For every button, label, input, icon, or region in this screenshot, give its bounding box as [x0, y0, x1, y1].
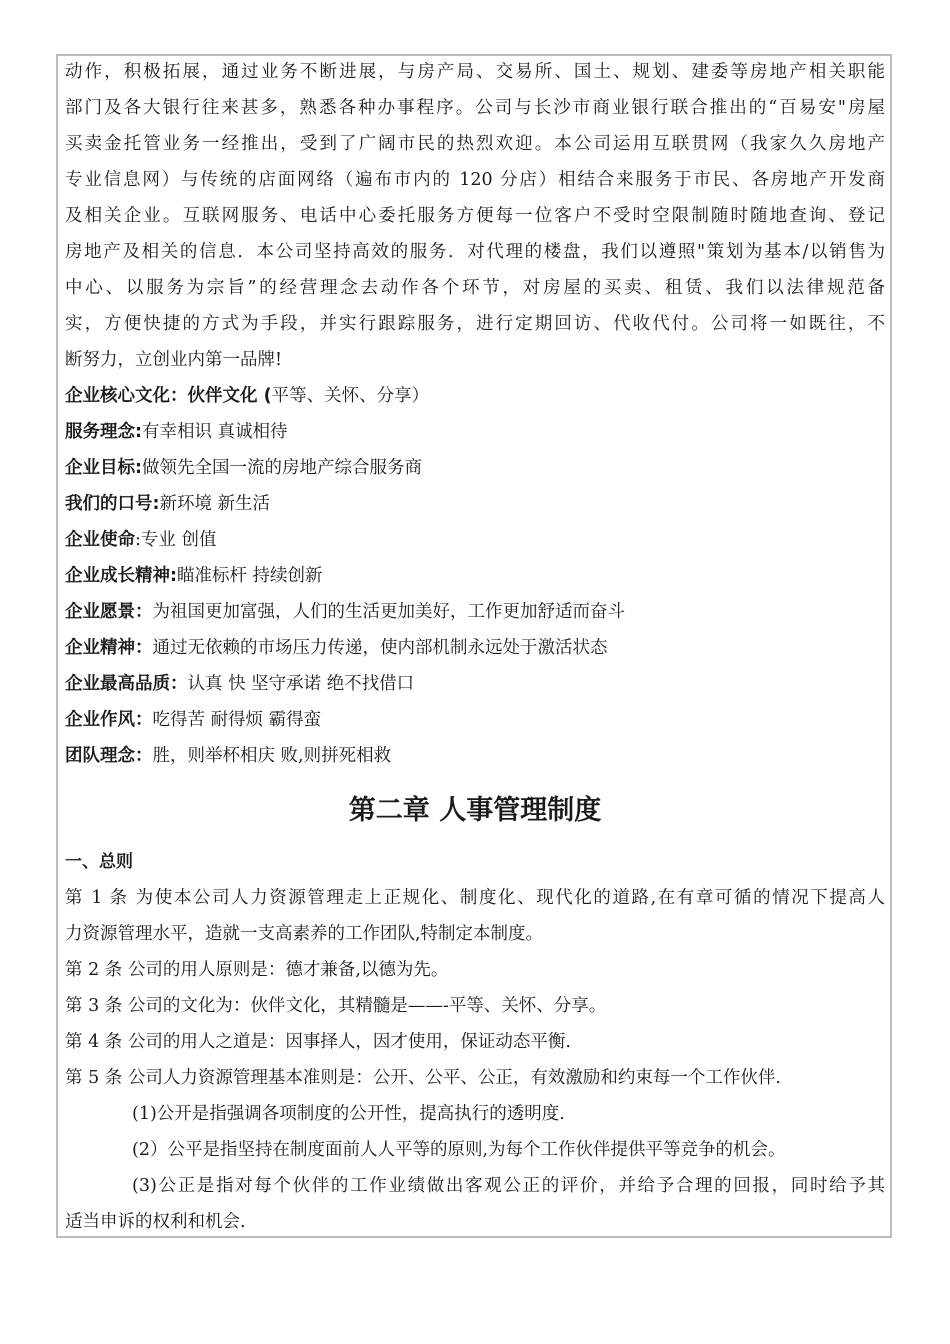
culture-item [65, 486, 885, 522]
culture-value: 胜，则举杯相庆 败,则拼死相救 [152, 746, 392, 766]
company-intro-paragraph [65, 54, 885, 378]
paragraph-line: 动作，积极拓展，通过业务不断进展，与房产局、交易所、国土、规划、建委等房地产相关职能 [65, 62, 885, 82]
paragraph-line: 及相关企业。互联网服务、电话中心委托服务方便每一位客户不受时空限制随时随地查询、登记 [65, 206, 885, 226]
sub-article-line: (1)公开是指强调各项制度的公开性，提高执行的透明度. [132, 1104, 565, 1124]
culture-item [65, 414, 885, 450]
document-body [65, 54, 885, 1240]
article-line: 第 4 条 公司的用人之道是：因事择人，因才使用，保证动态平衡. [65, 1032, 571, 1052]
paragraph-line: 买卖金托管业务一经推出，受到了广阔市民的热烈欢迎。本公司运用互联贯网（我家久久房地产 [65, 134, 885, 154]
culture-label: 企业成长精神: [65, 566, 177, 586]
sub-article-line: (3)公正是指对每个伙伴的工作业绩做出客观公正的评价，并给予合理的回报，同时给予其 [132, 1176, 885, 1196]
culture-list [65, 378, 885, 774]
culture-label: 企业核心文化：伙伴文化 ( [65, 386, 272, 406]
culture-value: 吃得苦 耐得烦 霸得蛮 [152, 710, 322, 730]
culture-value: 通过无依赖的市场压力传递，使内部机制永远处于激活状态 [152, 638, 608, 658]
culture-item [65, 702, 885, 738]
article-line: 第 3 条 公司的文化为：伙伴文化，其精髓是——-平等、关怀、分享。 [65, 996, 607, 1016]
culture-label: 企业使命 [65, 530, 135, 550]
culture-label: 企业目标: [65, 458, 142, 478]
culture-label: 企业最高品质： [65, 674, 188, 694]
culture-value: 做领先全国一流的房地产综合服务商 [142, 458, 422, 478]
culture-value: 为祖国更加富强，人们的生活更加美好，工作更加舒适而奋斗 [152, 602, 625, 622]
culture-item [65, 522, 885, 558]
sub-article-line: 适当申诉的权利和机会. [65, 1212, 246, 1232]
article-line: 第 5 条 公司人力资源管理基本准则是：公开、公平、公正，有效激励和约束每一个工作伙伴. [65, 1068, 781, 1088]
culture-label: 团队理念： [65, 746, 153, 766]
culture-value: 新环境 新生活 [159, 494, 271, 514]
culture-item [65, 666, 885, 702]
section-title: 一、总则 [65, 852, 133, 872]
sub-article-line: (2）公平是指坚持在制度面前人人平等的原则,为每个工作伙伴提供平等竞争的机会。 [132, 1140, 786, 1160]
culture-item [65, 594, 885, 630]
paragraph-line: 部门及各大银行往来甚多，熟悉各种办事程序。公司与长沙市商业银行联合推出的“百易安"房屋 [65, 98, 885, 118]
paragraph-line: 断努力，立创业内第一品牌! [65, 350, 283, 370]
culture-item [65, 558, 885, 594]
article-line: 第 2 条 公司的用人原则是：德才兼备,以德为先。 [65, 960, 449, 980]
article-line: 第 1 条 为使本公司人力资源管理走上正规化、制度化、现代化的道路,在有章可循的情况下提高人 [65, 888, 885, 908]
culture-item [65, 630, 885, 666]
culture-item [65, 450, 885, 486]
culture-item [65, 738, 885, 774]
culture-value: 平等、关怀、分享） [271, 386, 430, 406]
culture-label: 服务理念: [65, 422, 142, 442]
culture-value: :专业 创值 [135, 530, 217, 550]
culture-item [65, 378, 885, 414]
paragraph-line: 专业信息网）与传统的店面网络（遍布市内的 120 分店）相结合来服务于市民、各房地产开发商 [65, 170, 885, 190]
culture-label: 我们的口号: [65, 494, 160, 514]
paragraph-line: 实，方便快捷的方式为手段，并实行跟踪服务，进行定期回访、代收代付。公司将一如既往，不 [65, 314, 885, 334]
culture-label: 企业精神： [65, 638, 153, 658]
chapter-title: 第二章 人事管理制度 [348, 795, 602, 826]
culture-value: 有幸相识 真诚相待 [142, 422, 288, 442]
paragraph-line: 中心、以服务为宗旨”的经营理念去动作各个环节，对房屋的买卖、租赁、我们以法律规范备 [65, 278, 885, 298]
culture-label: 企业愿景： [65, 602, 153, 622]
culture-value: 认真 快 坚守承诺 绝不找借口 [187, 674, 415, 694]
culture-label: 企业作风： [65, 710, 153, 730]
article-line: 力资源管理水平，造就一支高素养的工作团队,特制定本制度。 [65, 924, 544, 944]
culture-value: 瞄准标杆 持续创新 [177, 566, 323, 586]
articles-list [65, 880, 885, 1240]
paragraph-line: 房地产及相关的信息．本公司坚持高效的服务．对代理的楼盘，我们以遵照"策划为基本/以销售为 [65, 242, 885, 262]
